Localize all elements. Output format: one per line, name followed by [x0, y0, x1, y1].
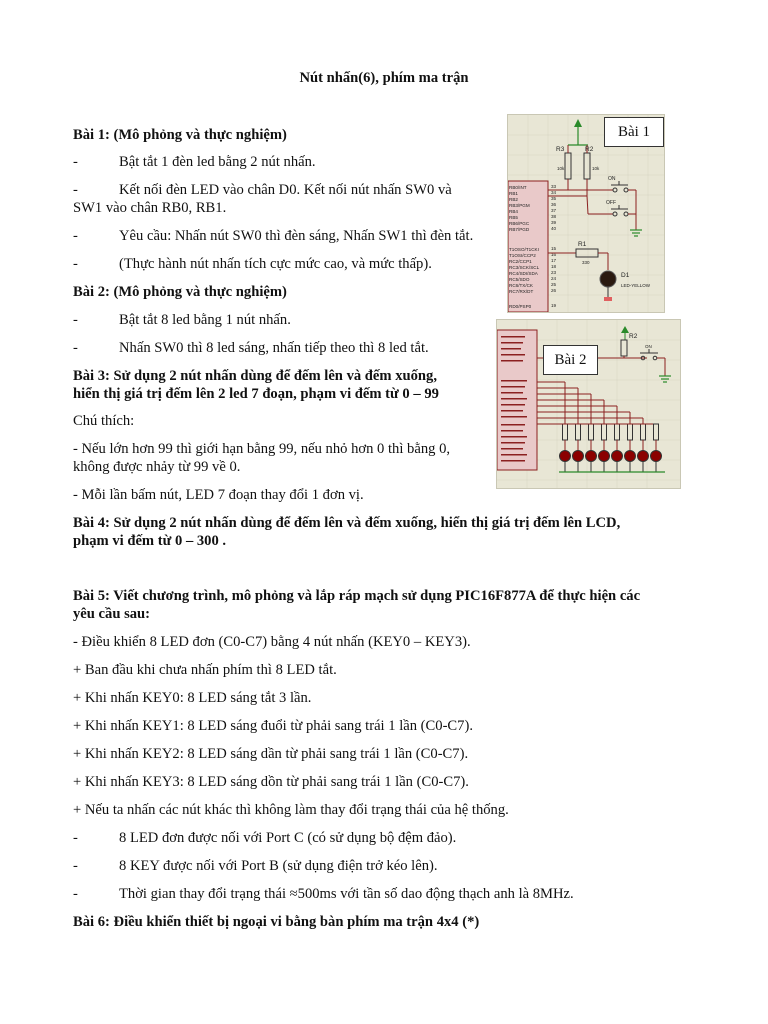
led — [612, 451, 623, 462]
ic-pin-label: RB6/PGC — [509, 221, 530, 226]
ic-pin-label: RC2/CCP1 — [509, 259, 532, 264]
r3-label: R3 — [556, 146, 565, 153]
switch-off-label: OFF — [606, 200, 616, 206]
bai5-line: + Ban đầu khi chưa nhấn phím thì 8 LED tắt. — [73, 662, 337, 678]
ic-pin-label: RB4 — [509, 209, 518, 214]
figure-bai1-schematic — [507, 114, 665, 313]
ic-pin-number: 34 — [551, 190, 557, 195]
ic-pin-label: RB1 — [509, 191, 518, 196]
bai5-line: + Nếu ta nhấn các nút khác thì không làm thay đổi trạng thái của hệ thống. — [73, 802, 509, 818]
led — [625, 451, 636, 462]
ic-pin-number: 33 — [551, 184, 557, 189]
bai2-item: Nhấn SW0 thì 8 led sáng, nhấn tiếp theo thì 8 led tắt. — [119, 340, 429, 356]
switch-on-label: ON — [608, 176, 616, 182]
bai3-note2: - Mỗi lần bấm nút, LED 7 đoạn thay đổi 1 đơn vị. — [73, 487, 364, 503]
bai3-note1-line2: không được nhảy từ 99 về 0. — [73, 459, 241, 475]
r2-value: 10k — [592, 166, 600, 171]
bai6-heading: Bài 6: Điều khiển thiết bị ngoại vi bằng bàn phím ma trận 4x4 (*) — [73, 914, 480, 930]
bai3-note-label: Chú thích: — [73, 413, 135, 429]
led — [560, 451, 571, 462]
ic-pin-label: RC4/SDI/SDA — [509, 271, 538, 276]
r1-label: R1 — [578, 241, 587, 248]
bai1-item: Bật tắt 1 đèn led bằng 2 nút nhấn. — [119, 154, 316, 170]
led-resistor — [576, 424, 581, 440]
bai4-heading-line1: Bài 4: Sử dụng 2 nút nhấn dùng để đếm lên và đếm xuống, hiển thị giá trị đếm lên LCD, — [73, 515, 621, 531]
ic-pin-label: RC7/RX/DT — [509, 289, 534, 294]
figure-bai2-schematic — [496, 319, 681, 489]
led — [651, 451, 662, 462]
bai2-item: Bật tắt 8 led bằng 1 nút nhấn. — [119, 312, 291, 328]
bai1-item: Yêu cầu: Nhấn nút SW0 thì đèn sáng, Nhấn SW1 thì đèn tắt. — [119, 228, 474, 244]
bai5-heading-line1: Bài 5: Viết chương trình, mô phỏng và lắp ráp mạch sử dụng PIC16F877A để thực hiện các — [73, 588, 641, 604]
led-resistor — [602, 424, 607, 440]
dash-marker: - — [73, 886, 78, 902]
ic-pin-number: 16 — [551, 252, 557, 257]
ic-pin-number: 35 — [551, 196, 557, 201]
r2-label: R2 — [629, 333, 638, 340]
led-resistor — [641, 424, 646, 440]
dash-marker: - — [73, 312, 78, 328]
dash-marker: - — [73, 858, 78, 874]
ic-pin-label: RD0/PSP0 — [509, 304, 532, 309]
led — [599, 451, 610, 462]
figure-bai2-label: Bài 2 — [543, 345, 598, 375]
dash-marker: - — [73, 340, 78, 356]
bai2-heading: Bài 2: (Mô phỏng và thực nghiệm) — [73, 284, 287, 300]
dash-marker: - — [73, 830, 78, 846]
bai4-heading-line2: phạm vi đếm từ 0 – 300 . — [73, 533, 227, 549]
ic-pin-label: RC5/SDO — [509, 277, 530, 282]
bai1-item-continued: SW1 vào chân RB0, RB1. — [73, 200, 227, 216]
bai3-heading-line2: hiển thị giá trị đếm lên 2 led 7 đoạn, phạm vi đếm từ 0 – 99 — [73, 386, 439, 402]
led-resistor — [589, 424, 594, 440]
led — [586, 451, 597, 462]
switch-on-label: ON — [645, 344, 652, 349]
dash-marker: - — [73, 182, 78, 198]
bai1-item: Kết nối đèn LED vào chân D0. Kết nối nút nhấn SW0 và — [119, 182, 452, 198]
bai5-line: + Khi nhấn KEY2: 8 LED sáng dần từ phải sang trái 1 lần (C0-C7). — [73, 746, 469, 762]
r1-value: 330 — [582, 260, 590, 265]
bai1-item: (Thực hành nút nhấn tích cực mức cao, và mức thấp). — [119, 256, 432, 272]
ic-pin-label: RC6/TX/CK — [509, 283, 533, 288]
ic-pin-label: RB2 — [509, 197, 518, 202]
page-title: Nút nhấn(6), phím ma trận — [299, 70, 469, 86]
bai5-dash-item: Thời gian thay đổi trạng thái ≈500ms với tần số dao động thạch anh là 8MHz. — [119, 886, 574, 902]
ic-pin-label: RB7/PGD — [509, 227, 530, 232]
bai5-line: - Điều khiển 8 LED đơn (C0-C7) bằng 4 nút nhấn (KEY0 – KEY3). — [73, 634, 471, 650]
r3-value: 10k — [557, 166, 565, 171]
ic-pin-number: 19 — [551, 303, 557, 308]
ic-pin-label: RB0/INT — [509, 185, 527, 190]
ic-pin-number: 25 — [551, 282, 557, 287]
bai5-heading-line2: yêu cầu sau: — [73, 606, 151, 622]
bai5-dash-item: 8 KEY được nối với Port B (sử dụng điện trở kéo lên). — [119, 858, 438, 874]
ic-pin-number: 17 — [551, 258, 557, 263]
dash-marker: - — [73, 228, 78, 244]
ic-pin-number: 15 — [551, 246, 557, 251]
ic-pin-number: 18 — [551, 264, 557, 269]
led-resistor — [654, 424, 659, 440]
figure-bai1-label: Bài 1 — [604, 117, 664, 147]
led-resistor — [563, 424, 568, 440]
ic-pin-label: T1OSI/CCP2 — [509, 253, 536, 258]
led — [638, 451, 649, 462]
ic-pin-number: 36 — [551, 202, 557, 207]
ic-pin-number: 26 — [551, 288, 557, 293]
bai5-line: + Khi nhấn KEY1: 8 LED sáng đuổi từ phải sang trái 1 lần (C0-C7). — [73, 718, 473, 734]
bai3-heading-line1: Bài 3: Sử dụng 2 nút nhấn dùng để đếm lên và đếm xuống, — [73, 368, 437, 384]
dash-marker: - — [73, 154, 78, 170]
led-resistor — [628, 424, 633, 440]
r2-label: R2 — [585, 146, 594, 153]
ic-pin-number: 39 — [551, 220, 557, 225]
bai1-heading: Bài 1: (Mô phỏng và thực nghiệm) — [73, 127, 287, 143]
ic-pin-label: RC3/SCK/SCL — [509, 265, 540, 270]
ic-pin-number: 37 — [551, 208, 557, 213]
ic-pin-number: 23 — [551, 270, 557, 275]
dash-marker: - — [73, 256, 78, 272]
d1-label: D1 — [621, 272, 630, 279]
ic-pin-label: RB3/PGM — [509, 203, 530, 208]
d1-value: LED-YELLOW — [621, 283, 651, 288]
ic-pin-label: RB5 — [509, 215, 518, 220]
ic-pin-number: 38 — [551, 214, 557, 219]
bai5-line: + Khi nhấn KEY0: 8 LED sáng tắt 3 lần. — [73, 690, 312, 706]
ic-pin-number: 40 — [551, 226, 557, 231]
led — [573, 451, 584, 462]
ic-pin-number: 24 — [551, 276, 557, 281]
bai5-dash-item: 8 LED đơn được nối với Port C (có sử dụng bộ đệm đảo). — [119, 830, 457, 846]
led-d1 — [600, 271, 616, 287]
bai3-note1-line1: - Nếu lớn hơn 99 thì giới hạn bằng 99, nếu nhỏ hơn 0 thì bằng 0, — [73, 441, 451, 457]
ic-pin-label: T1OSO/T1CKI — [509, 247, 539, 252]
bai5-line: + Khi nhấn KEY3: 8 LED sáng dồn từ phải sang trái 1 lần (C0-C7). — [73, 774, 469, 790]
